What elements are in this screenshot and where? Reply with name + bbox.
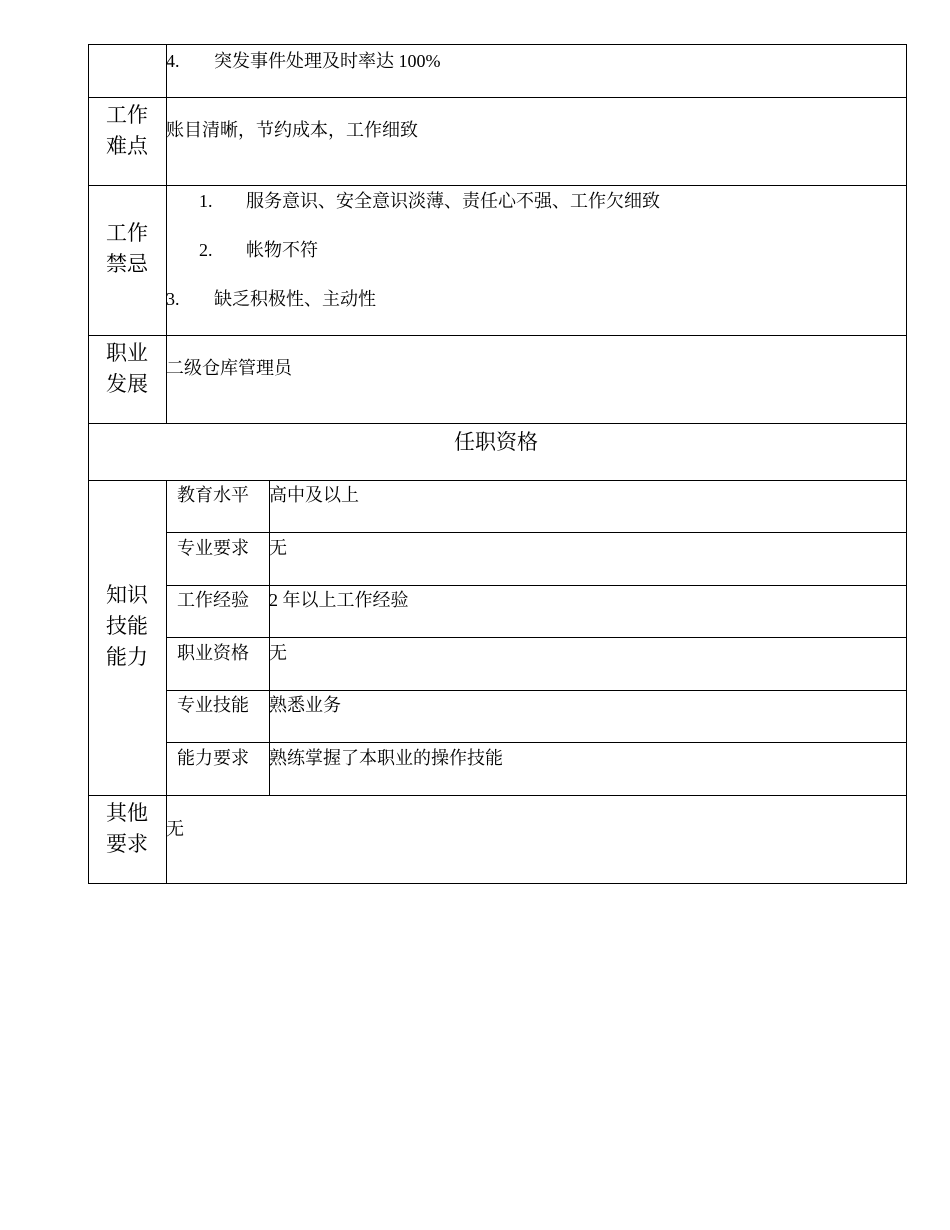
row-label-line: 发展 <box>106 372 148 396</box>
skill-label: 专业技能 <box>177 695 249 715</box>
skill-label: 能力要求 <box>177 748 249 768</box>
row-label-line: 难点 <box>106 134 148 158</box>
rule <box>88 480 907 481</box>
rule <box>88 335 907 336</box>
row-content: 二级仓库管理员 <box>166 358 292 378</box>
list-number: 3. <box>166 289 180 309</box>
rule <box>88 883 907 884</box>
row-label <box>88 580 166 673</box>
rule <box>166 742 907 743</box>
rule <box>88 795 907 796</box>
rule <box>88 423 907 424</box>
skill-label: 专业要求 <box>177 538 249 558</box>
row-label-line: 要求 <box>106 832 148 856</box>
row-label <box>88 338 166 400</box>
row-label-line: 职业 <box>106 341 148 365</box>
row-label-line: 工作 <box>106 103 148 127</box>
skill-value: 熟悉业务 <box>269 695 341 715</box>
skill-value: 熟练掌握了本职业的操作技能 <box>269 748 503 768</box>
list-number: 2. <box>199 240 213 260</box>
rule <box>166 532 907 533</box>
rule <box>166 637 907 638</box>
row-label-line: 禁忌 <box>106 252 148 276</box>
skill-label: 工作经验 <box>177 590 249 610</box>
list-item-text: 缺乏积极性、主动性 <box>214 289 376 309</box>
rule <box>88 44 89 884</box>
list-number: 4. <box>166 51 180 71</box>
skill-value: 高中及以上 <box>269 485 359 505</box>
row-label-line: 知识 <box>106 583 148 607</box>
row-label-line: 其他 <box>106 801 148 825</box>
row-label-line: 能力 <box>106 645 148 669</box>
row-content: 无 <box>166 819 184 839</box>
list-number: 1. <box>199 191 213 211</box>
skill-value: 2 年以上工作经验 <box>269 590 409 610</box>
rule <box>88 97 907 98</box>
rule <box>166 585 907 586</box>
skill-value: 无 <box>269 643 287 663</box>
row-label-line: 技能 <box>106 614 148 638</box>
list-item-text: 帐物不符 <box>246 240 318 260</box>
row-label <box>88 218 166 280</box>
row-label <box>88 100 166 162</box>
skill-label: 教育水平 <box>177 485 249 505</box>
section-title: 任职资格 <box>454 430 538 454</box>
rule <box>906 44 907 884</box>
row-label-line: 工作 <box>106 221 148 245</box>
row-content: 账目清晰，节约成本，工作细致 <box>166 120 418 140</box>
rule <box>88 44 907 45</box>
skill-value: 无 <box>269 538 287 558</box>
skill-label: 职业资格 <box>177 643 249 663</box>
list-item-text: 突发事件处理及时率达 100% <box>214 51 441 71</box>
rule <box>166 690 907 691</box>
rule <box>88 185 907 186</box>
list-item-text: 服务意识、安全意识淡薄、责任心不强、工作欠细致 <box>246 191 660 211</box>
row-label <box>88 798 166 860</box>
